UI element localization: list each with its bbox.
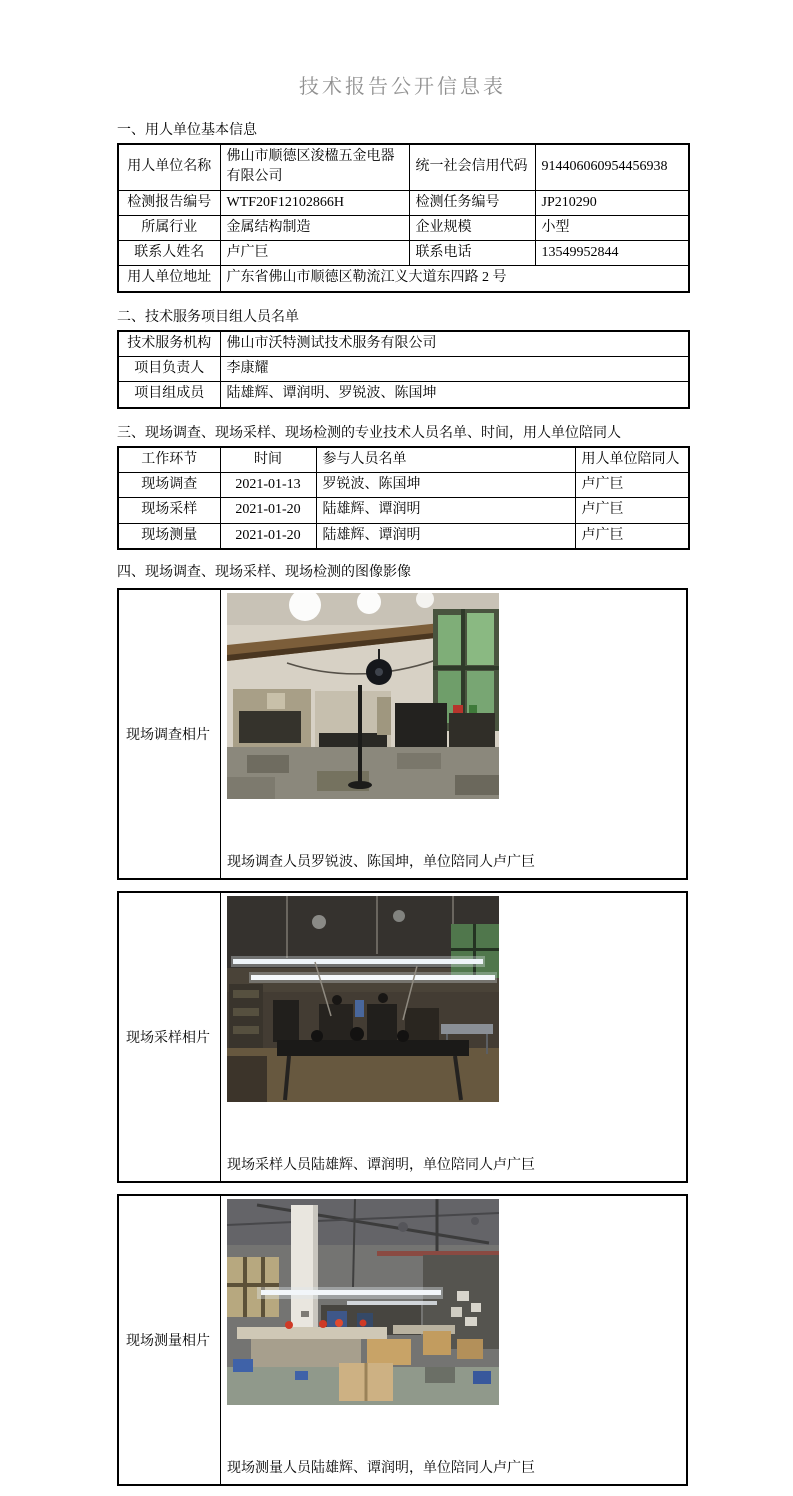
table-header-row bbox=[118, 447, 689, 473]
col-header-stage: 工作环节 bbox=[118, 447, 220, 473]
table-row bbox=[118, 331, 689, 357]
project-leader-label: 项目负责人 bbox=[118, 357, 220, 382]
section2-heading: 二、技术服务项目组人员名单 bbox=[117, 309, 299, 325]
section3-heading: 三、现场调查、现场采样、现场检测的专业技术人员名单、时间，用人单位陪同人 bbox=[117, 425, 621, 441]
section4-heading: 四、现场调查、现场采样、现场检测的图像影像 bbox=[117, 564, 411, 580]
table-row bbox=[118, 498, 689, 523]
address-value: 广东省佛山市顺德区勒流江义大道东四路 2 号 bbox=[220, 266, 689, 292]
col-header-date: 时间 bbox=[220, 447, 316, 473]
measurement-photo-label: 现场测量相片 bbox=[119, 1196, 221, 1484]
contact-phone-value: 13549952844 bbox=[535, 241, 689, 266]
survey-photo-label: 现场调查相片 bbox=[119, 590, 221, 878]
stage-cell: 现场采样 bbox=[118, 498, 220, 523]
table-row bbox=[118, 190, 689, 215]
col-header-escort: 用人单位陪同人 bbox=[575, 447, 689, 473]
escort-cell: 卢广巨 bbox=[575, 523, 689, 549]
escort-cell: 卢广巨 bbox=[575, 498, 689, 523]
project-members-label: 项目组成员 bbox=[118, 382, 220, 408]
scale-label: 企业规模 bbox=[409, 215, 535, 240]
project-leader-value: 李康耀 bbox=[220, 357, 689, 382]
service-org-value: 佛山市沃特测试技术服务有限公司 bbox=[220, 331, 689, 357]
report-no-value: WTF20F12102866H bbox=[220, 190, 409, 215]
workshop-survey-photo bbox=[227, 593, 499, 799]
participants-cell: 罗锐波、陈国坤 bbox=[316, 472, 575, 497]
industry-label: 所属行业 bbox=[118, 215, 220, 240]
fieldwork-table bbox=[117, 446, 690, 550]
col-header-participants: 参与人员名单 bbox=[316, 447, 575, 473]
survey-photo-cell bbox=[221, 590, 686, 878]
table-row bbox=[118, 266, 689, 292]
participants-cell: 陆雄辉、谭润明 bbox=[316, 498, 575, 523]
sampling-photo-label: 现场采样相片 bbox=[119, 893, 221, 1181]
stage-cell: 现场调查 bbox=[118, 472, 220, 497]
project-members-value: 陆雄辉、谭润明、罗锐波、陈国坤 bbox=[220, 382, 689, 408]
participants-cell: 陆雄辉、谭润明 bbox=[316, 523, 575, 549]
escort-cell: 卢广巨 bbox=[575, 472, 689, 497]
measurement-photo-block bbox=[117, 1194, 688, 1486]
table-row bbox=[118, 523, 689, 549]
date-cell: 2021-01-13 bbox=[220, 472, 316, 497]
survey-photo-block bbox=[117, 588, 688, 880]
sampling-photo-caption: 现场采样人员陆雄辉、谭润明，单位陪同人卢广巨 bbox=[227, 1158, 535, 1174]
report-no-label: 检测报告编号 bbox=[118, 190, 220, 215]
date-cell: 2021-01-20 bbox=[220, 523, 316, 549]
workshop-sampling-photo bbox=[227, 896, 499, 1102]
sampling-photo-cell bbox=[221, 893, 686, 1181]
table-row bbox=[118, 215, 689, 240]
contact-name-label: 联系人姓名 bbox=[118, 241, 220, 266]
task-no-label: 检测任务编号 bbox=[409, 190, 535, 215]
service-org-label: 技术服务机构 bbox=[118, 331, 220, 357]
contact-name-value: 卢广巨 bbox=[220, 241, 409, 266]
survey-photo-caption: 现场调查人员罗锐波、陈国坤，单位陪同人卢广巨 bbox=[227, 855, 535, 871]
credit-code-value: 914406060954456938 bbox=[535, 144, 689, 190]
table-row bbox=[118, 241, 689, 266]
address-label: 用人单位地址 bbox=[118, 266, 220, 292]
date-cell: 2021-01-20 bbox=[220, 498, 316, 523]
sampling-photo-block bbox=[117, 891, 688, 1183]
table-row bbox=[118, 144, 689, 190]
service-team-table bbox=[117, 330, 690, 409]
page-title: 技术报告公开信息表 bbox=[299, 76, 506, 98]
table-row bbox=[118, 472, 689, 497]
contact-phone-label: 联系电话 bbox=[409, 241, 535, 266]
employer-name-value: 佛山市顺德区浚楹五金电器有限公司 bbox=[220, 144, 409, 190]
section1-heading: 一、用人单位基本信息 bbox=[117, 123, 257, 138]
measurement-photo-cell bbox=[221, 1196, 686, 1484]
table-row bbox=[118, 357, 689, 382]
task-no-value: JP210290 bbox=[535, 190, 689, 215]
table-row bbox=[118, 382, 689, 408]
industry-value: 金属结构制造 bbox=[220, 215, 409, 240]
measurement-photo-caption: 现场测量人员陆雄辉、谭润明，单位陪同人卢广巨 bbox=[227, 1461, 535, 1477]
employer-name-label: 用人单位名称 bbox=[118, 144, 220, 190]
stage-cell: 现场测量 bbox=[118, 523, 220, 549]
workshop-measurement-photo bbox=[227, 1199, 499, 1405]
employer-info-table bbox=[117, 143, 690, 293]
scale-value: 小型 bbox=[535, 215, 689, 240]
credit-code-label: 统一社会信用代码 bbox=[409, 144, 535, 190]
